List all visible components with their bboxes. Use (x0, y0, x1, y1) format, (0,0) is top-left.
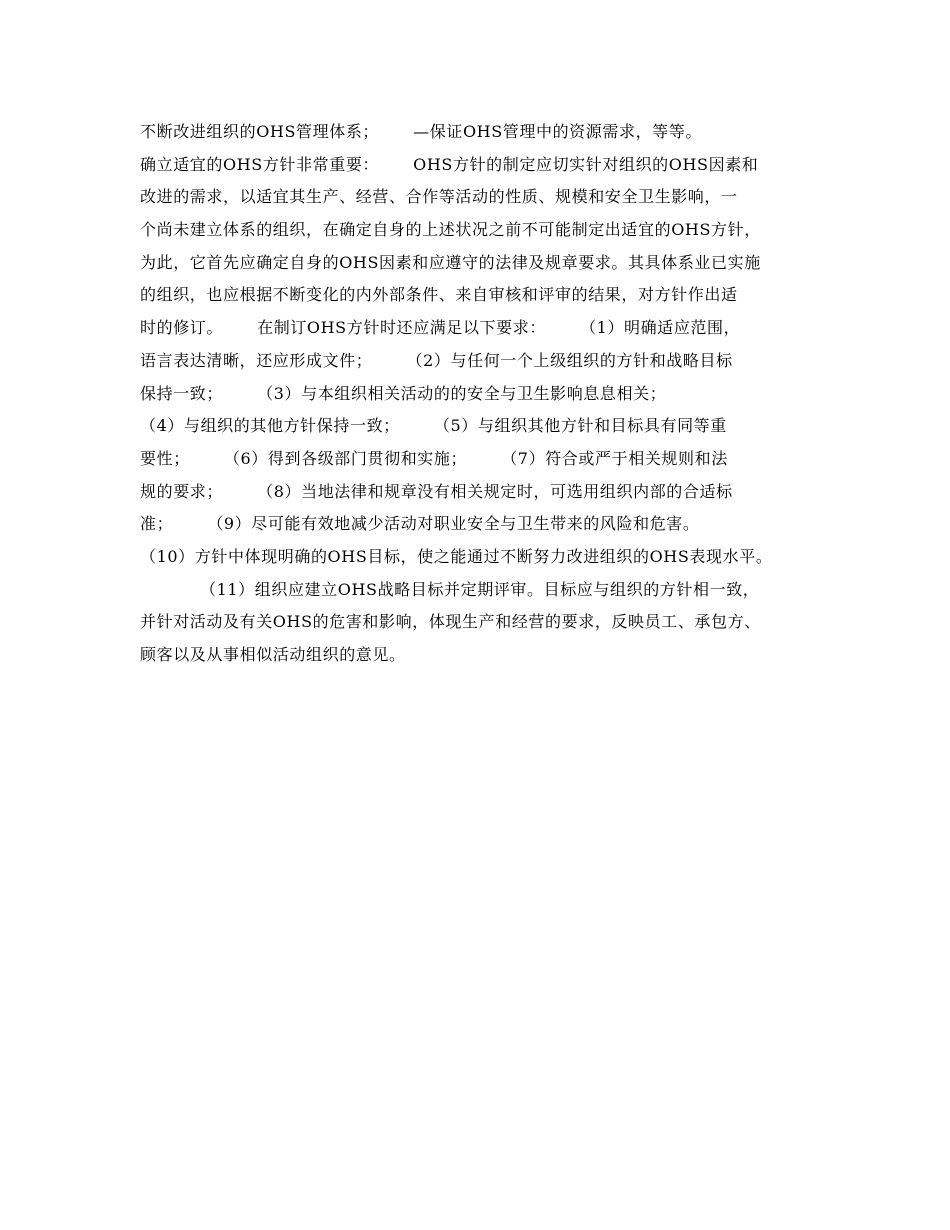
text-line: 的组织，也应根据不断变化的内外部条件、来自审核和评审的结果，对方针作出适 (140, 285, 738, 305)
text-line: 个尚未建立体系的组织，在确定自身的上述状况之前不可能制定出适宜的OHS方针， (140, 220, 761, 240)
text-line: 规的要求； （8）当地法律和规章没有相关规定时，可选用组织内部的合适标 (140, 481, 733, 501)
text-line-indented: （11）组织应建立OHS战略目标并定期评审。目标应与组织的方针相一致， (200, 579, 760, 599)
text-line: 并针对活动及有关OHS的危害和影响，体现生产和经营的要求，反映员工、承包方、 (140, 612, 761, 632)
text-line: 要性； （6）得到各级部门贯彻和实施； （7）符合或严于相关规则和法 (140, 448, 728, 468)
text-line: （4）与组织的其他方针保持一致； （5）与组织其他方针和目标具有同等重 (140, 416, 727, 436)
text-line: （10）方针中体现明确的OHS目标，使之能通过不断努力改进组织的OHS表现水平。 (140, 546, 773, 566)
text-line: 确立适宜的OHS方针非常重要： OHS方针的制定应切实针对组织的OHS因素和 (140, 154, 759, 174)
text-line: 改进的需求，以适宜其生产、经营、合作等活动的性质、规模和安全卫生影响，一 (140, 187, 738, 207)
text-line: 为此，它首先应确定自身的OHS因素和应遵守的法律及规章要求。其具体系业已实施 (140, 252, 761, 272)
text-line: 不断改进组织的OHS管理体系； —保证OHS管理中的资源需求，等等。 (140, 122, 702, 141)
body-text (140, 116, 830, 672)
text-line: 语言表达清晰，还应形成文件； （2）与任何一个上级组织的方针和战略目标 (140, 350, 733, 370)
text-line: 保持一致； （3）与本组织相关活动的的安全与卫生影响息息相关； (140, 383, 667, 403)
text-line: 准； （9）尽可能有效地减少活动对职业安全与卫生带来的风险和危害。 (140, 514, 700, 534)
text-line: 时的修订。 在制订OHS方针时还应满足以下要求： （1）明确适应范围， (140, 318, 741, 338)
text-line: 顾客以及从事相似活动组织的意见。 (140, 645, 406, 664)
